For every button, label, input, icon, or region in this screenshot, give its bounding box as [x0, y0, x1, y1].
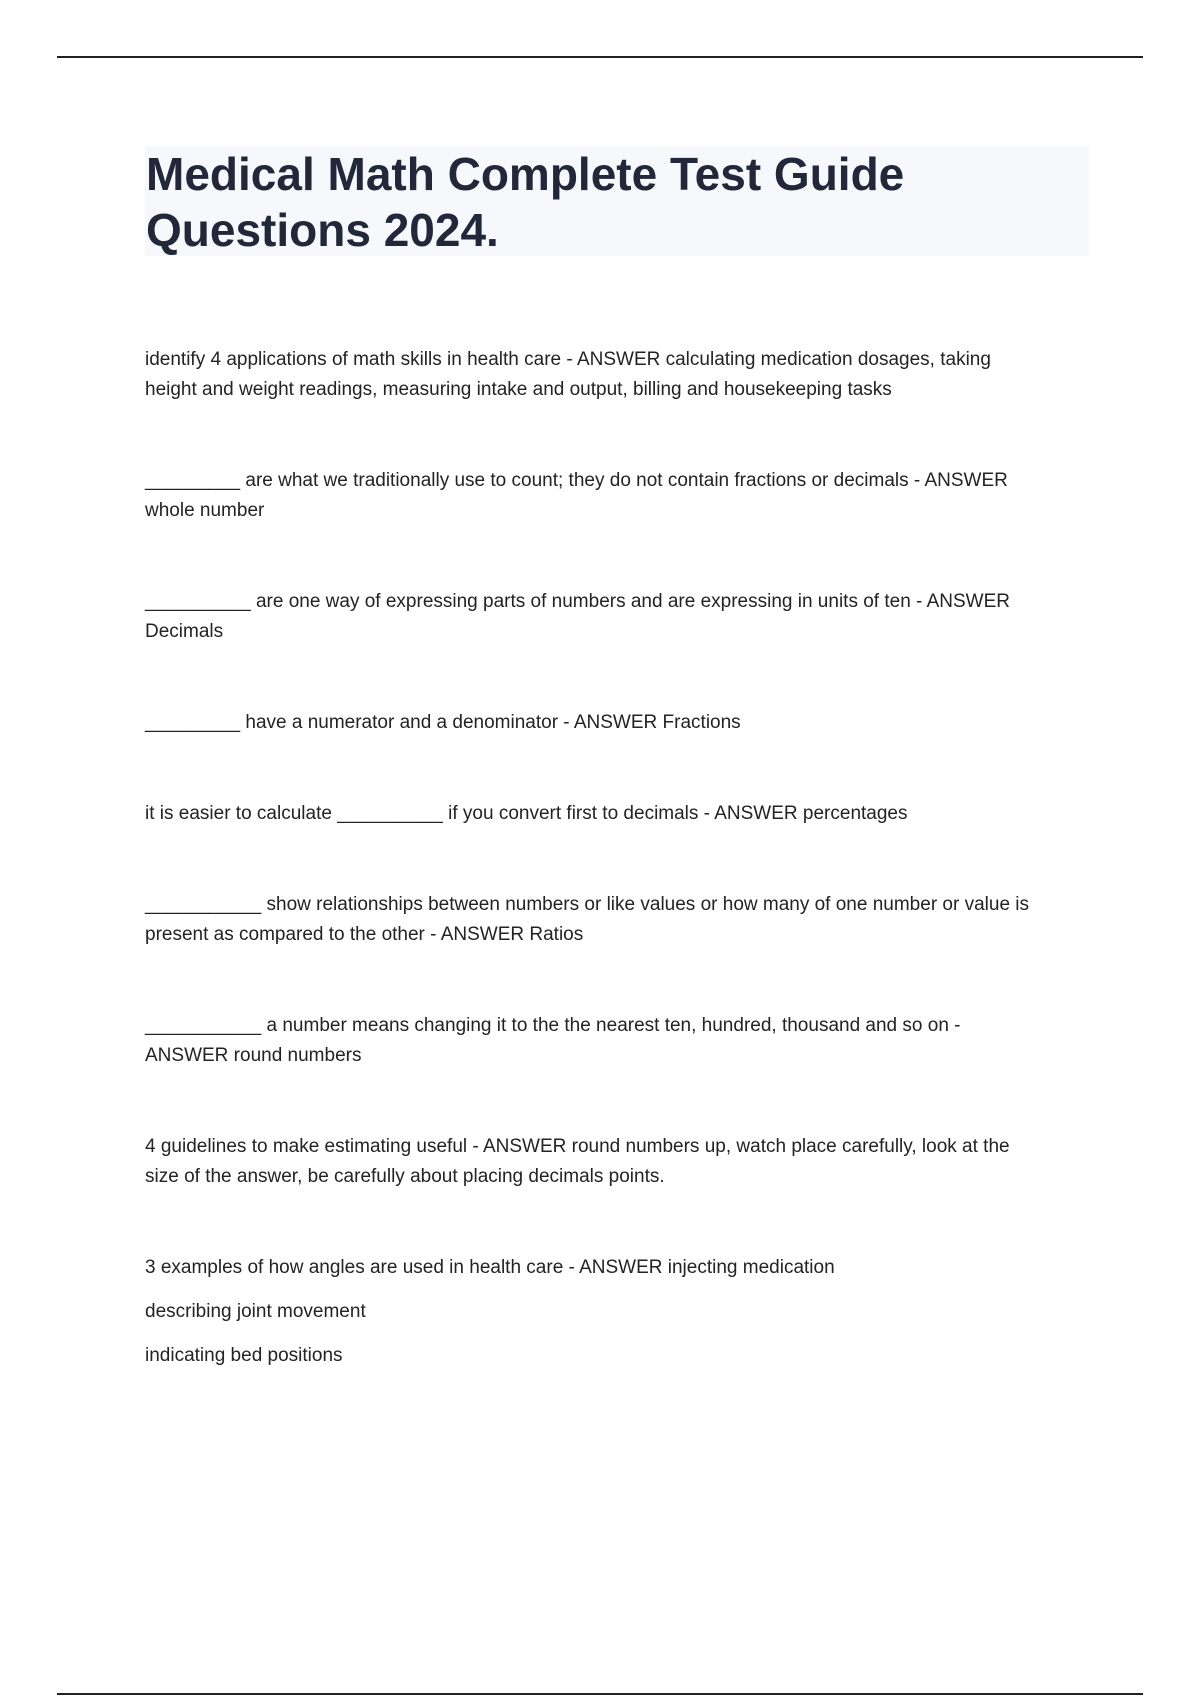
qa-line: Decimals: [145, 621, 224, 642]
title-line-1: Medical Math Complete Test Guide: [146, 148, 905, 200]
qa-continuation: indicating bed positions: [145, 1345, 343, 1366]
qa-item: [145, 587, 1090, 647]
title-line-2: Questions 2024.: [146, 204, 499, 256]
qa-line: it is easier to calculate __________ if you convert first to decimals - ANSWER percentages: [145, 803, 908, 824]
qa-line: whole number: [145, 500, 265, 521]
document-title: [146, 146, 1089, 258]
qa-line: 4 guidelines to make estimating useful - ANSWER round numbers up, watch place carefully, look at the: [145, 1136, 1010, 1157]
qa-line: ___________ a number means changing it to the the nearest ten, hundred, thousand and so on -: [145, 1015, 961, 1036]
qa-item: [145, 1132, 1090, 1192]
qa-line: __________ are one way of expressing parts of numbers and are expressing in units of ten - ANSWER: [145, 591, 1010, 612]
qa-item: [145, 1253, 1090, 1283]
qa-line: size of the answer, be carefully about placing decimals points.: [145, 1166, 665, 1187]
qa-line: ANSWER round numbers: [145, 1045, 362, 1066]
qa-item: [145, 890, 1090, 950]
qa-item: [145, 799, 1090, 829]
title-block: [145, 146, 1089, 256]
qa-line: present as compared to the other - ANSWER Ratios: [145, 924, 584, 945]
qa-item: [145, 466, 1090, 526]
qa-line: 3 examples of how angles are used in health care - ANSWER injecting medication: [145, 1257, 835, 1278]
qa-continuation: describing joint movement: [145, 1301, 366, 1322]
qa-item: [145, 708, 1090, 738]
top-rule: [57, 56, 1143, 58]
bottom-rule: [57, 1693, 1143, 1695]
qa-item: [145, 1011, 1090, 1071]
qa-line: height and weight readings, measuring intake and output, billing and housekeeping tasks: [145, 379, 892, 400]
qa-item: [145, 345, 1090, 405]
question-list: [145, 345, 1090, 1371]
qa-line: _________ are what we traditionally use to count; they do not contain fractions or decimals - ANSWER: [145, 470, 1008, 491]
qa-line: ___________ show relationships between numbers or like values or how many of one number or value is: [145, 894, 1030, 915]
qa-line: _________ have a numerator and a denominator - ANSWER Fractions: [145, 712, 741, 733]
qa-line: identify 4 applications of math skills in health care - ANSWER calculating medication dosages, taking: [145, 349, 991, 370]
